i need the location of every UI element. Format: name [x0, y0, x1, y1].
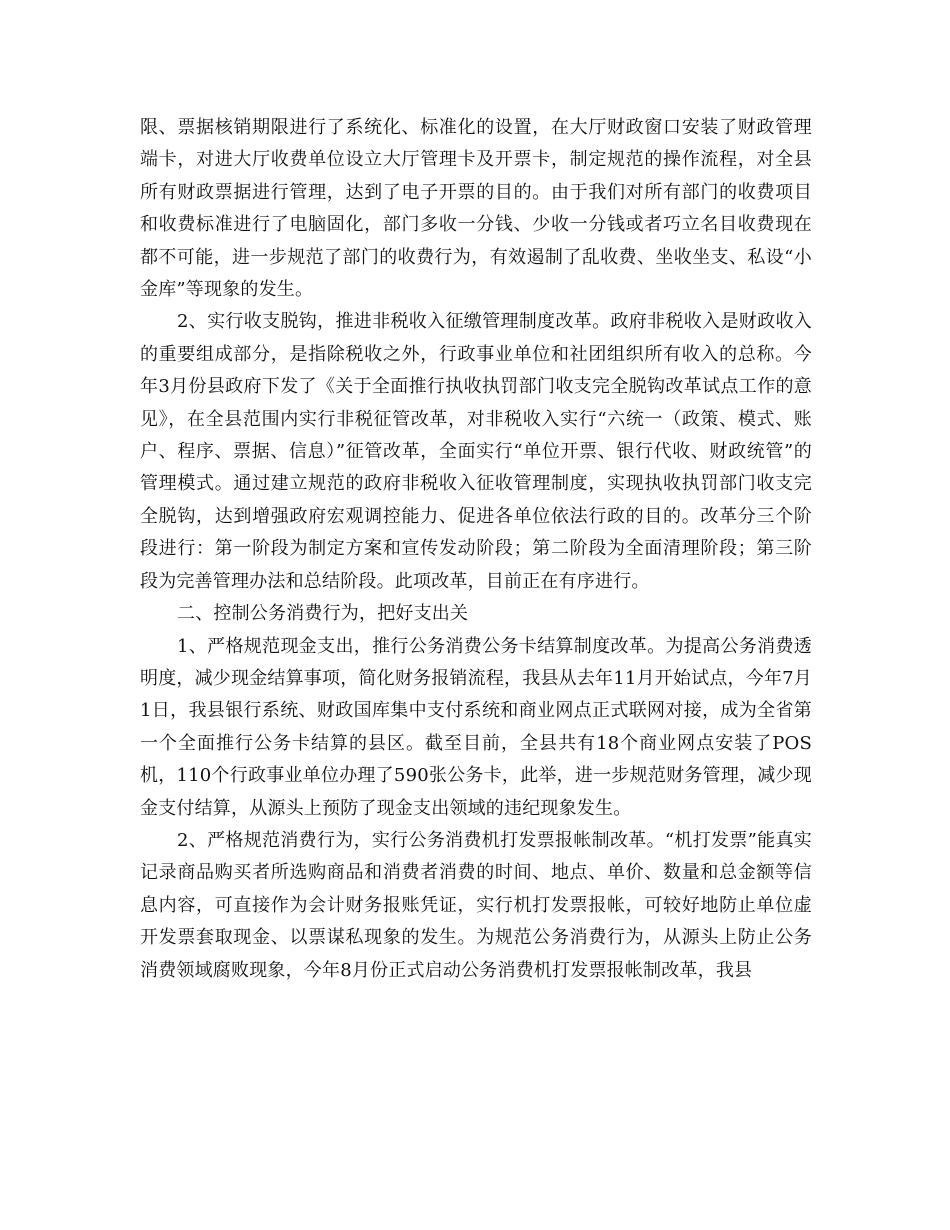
- paragraph-official-card-reform: 1、严格规范现金支出，推行公务消费公务卡结算制度改革。为提高公务消费透明度，减少现金结算事项，简化财务报销流程，我县从去年11月开始试点，今年7月1日，我县银行系统、财政国库集中支付系统和商业网点正式联网对接，成为全省第一个全面推行公务卡结算的县区。截至目前，全县共有18个商业网点安装了POS机，110个行政事业单位办理了590张公务卡，此举，进一步规范财务管理，减少现金支付结算，从源头上预防了现金支出领域的违纪现象发生。: [140, 635, 812, 819]
- paragraph-machine-invoice-reform: 2、严格规范消费行为，实行公务消费机打发票报帐制改革。“机打发票”能真实记录商品购买者所选购商品和消费者消费的时间、地点、单价、数量和总金额等信息内容，可直接作为会计财务报账凭证，实行机打发票报帐，可较好地防止单位虚开发票套取现金、以票谋私现象的发生。为规范公务消费行为，从源头上防止公务消费领域腐败现象，今年8月份正式启动公务消费机打发票报帐制改革，我县: [140, 829, 812, 981]
- paragraph-non-tax-reform: 2、实行收支脱钩，推进非税收入征缴管理制度改革。政府非税收入是财政收入的重要组成部分，是指除税收之外，行政事业单位和社团组织所有收入的总称。今年3月份县政府下发了《关于全面推行执收执罚部门收支完全脱钩改革试点工作的意见》，在全县范围内实行非税征管改革，对非税收入实行“六统一（政策、模式、账户、程序、票据、信息）”征管改革，全面实行“单位开票、银行代收、财政统管”的管理模式。通过建立规范的政府非税收入征收管理制度，实现执收执罚部门收支完全脱钩，达到增强政府宏观调控能力、促进各单位依法行政的目的。改革分三个阶段进行：第一阶段为制定方案和宣传发动阶段；第二阶段为全面清理阶段；第三阶段为完善管理办法和总结阶段。此项改革，目前正在有序进行。: [140, 311, 812, 592]
- paragraph-fee-management: 限、票据核销期限进行了系统化、标准化的设置，在大厅财政窗口安装了财政管理端卡，对进大厅收费单位设立大厅管理卡及开票卡，制定规范的操作流程，对全县所有财政票据进行管理，达到了电子开票的目的。由于我们对所有部门的收费项目和收费标准进行了电脑固化，部门多收一分钱、少收一分钱或者巧立名目收费现在都不可能，进一步规范了部门的收费行为，有效遏制了乱收费、坐收坐支、私设“小金库”等现象的发生。: [140, 117, 812, 301]
- document-page: [140, 112, 812, 987]
- section-heading-expenditure-control: 二、控制公务消费行为，把好支出关: [177, 603, 469, 625]
